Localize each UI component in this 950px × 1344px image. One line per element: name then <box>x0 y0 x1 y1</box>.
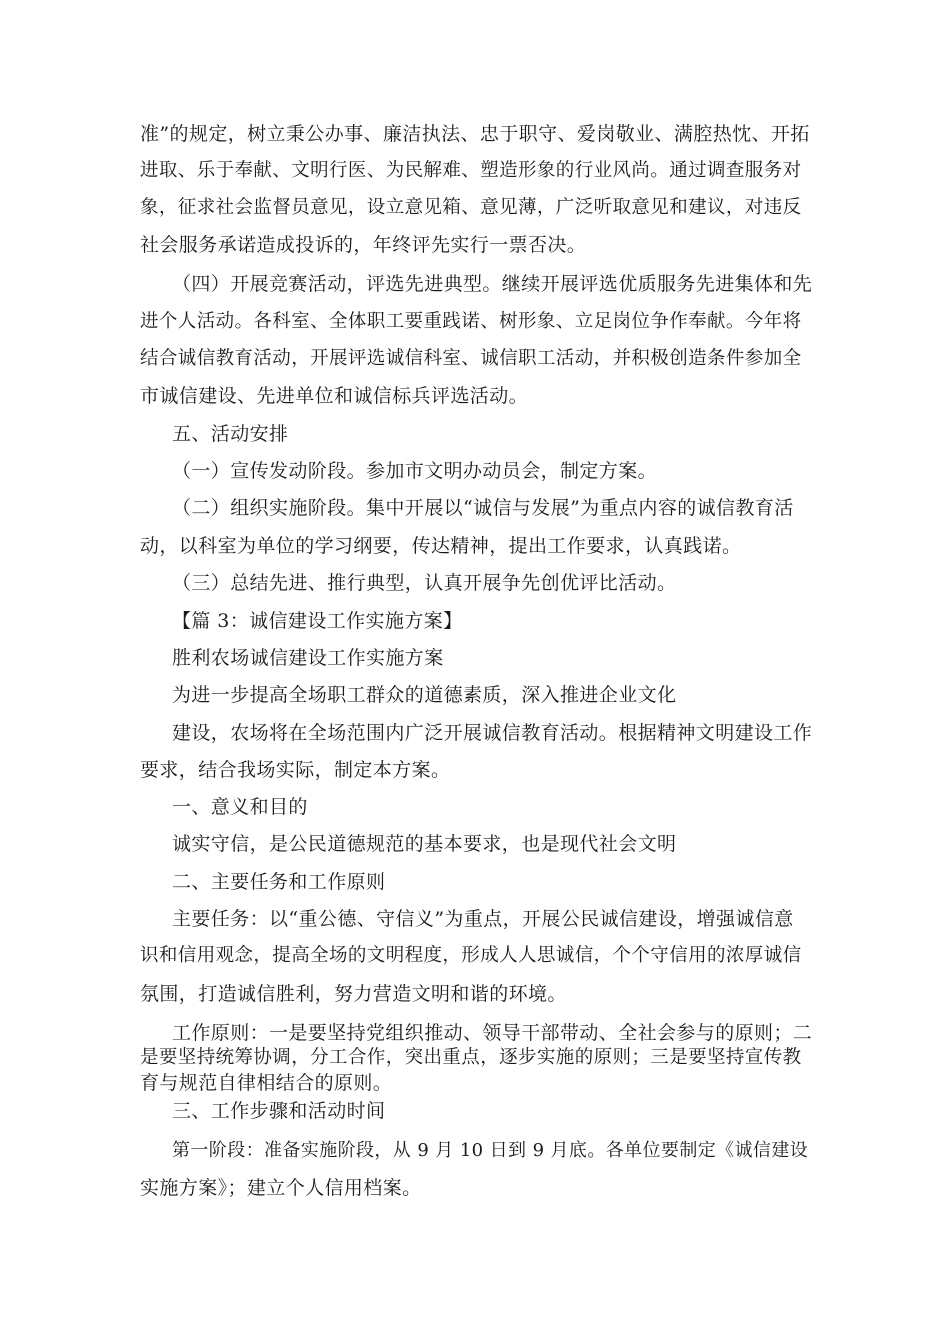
paragraph-line: 诚实守信，是公民道德规范的基本要求，也是现代社会文明 <box>172 833 677 855</box>
paragraph-line: 主要任务：以“重公德、守信义”为重点，开展公民诚信建设，增强诚信意 <box>172 908 794 930</box>
paragraph-line: 准”的规定，树立秉公办事、廉洁执法、忠于职守、爱岗敬业、满腔热忱、开拓 <box>140 123 810 145</box>
paragraph-line: 社会服务承诺造成投诉的，年终评先实行一票否决。 <box>140 234 587 256</box>
paragraph-line: 第一阶段：准备实施阶段，从 9 月 10 日到 9 月底。各单位要制定《诚信建设 <box>172 1140 809 1161</box>
paragraph-line: 结合诚信教育活动，开展评选诚信科室、诚信职工活动，并积极创造条件参加全 <box>140 348 802 369</box>
paragraph-line: 识和信用观念，提高全场的文明程度，形成人人思诚信，个个守信用的浓厚诚信 <box>140 945 802 966</box>
paragraph-line: 动，以科室为单位的学习纲要，传达精神，提出工作要求，认真践诺。 <box>140 535 742 557</box>
document-title: 胜利农场诚信建设工作实施方案 <box>172 647 444 669</box>
paragraph-line: 市诚信建设、先进单位和诚信标兵评选活动。 <box>140 385 529 407</box>
paragraph-line: 实施方案》；建立个人信用档案。 <box>140 1177 422 1199</box>
paragraph-line: （四）开展竞赛活动，评选先进典型。继续开展评选优质服务先进集体和先 <box>172 273 813 295</box>
section-heading: 五、活动安排 <box>172 423 289 445</box>
section-heading: 一、意义和目的 <box>172 796 308 818</box>
paragraph-line: 要求，结合我场实际，制定本方案。 <box>140 759 451 781</box>
paragraph-line: 进个人活动。各科室、全体职工要重践诺、树形象、立足岗位争作奉献。今年将 <box>140 311 802 332</box>
section-heading: 二、主要任务和工作原则 <box>172 871 386 893</box>
paragraph-line: 是要坚持统筹协调，分工合作，突出重点，逐步实施的原则；三是要坚持宣传教 <box>140 1047 802 1068</box>
paragraph-line: 象，征求社会监督员意见，设立意见箱、意见薄，广泛听取意见和建议，对违反 <box>140 197 802 218</box>
paragraph-line: （三）总结先进、推行典型，认真开展争先创优评比活动。 <box>172 572 677 594</box>
paragraph-line: 工作原则：一是要坚持党组织推动、领导干部带动、全社会参与的原则；二 <box>172 1022 813 1044</box>
paragraph-line: （二）组织实施阶段。集中开展以“诚信与发展”为重点内容的诚信教育活 <box>172 497 794 519</box>
paragraph-line: 育与规范自律相结合的原则。 <box>140 1072 393 1094</box>
paragraph-line: 氛围，打造诚信胜利，努力营造文明和谐的环境。 <box>140 983 567 1005</box>
paragraph-line: （一）宣传发动阶段。参加市文明办动员会，制定方案。 <box>172 460 658 482</box>
paragraph-line: 建设，农场将在全场范围内广泛开展诚信教育活动。根据精神文明建设工作 <box>172 722 813 744</box>
paragraph-line: 为进一步提高全场职工群众的道德素质，深入推进企业文化 <box>172 684 677 706</box>
article-heading: 【篇 3：诚信建设工作实施方案】 <box>172 610 463 632</box>
paragraph-line: 进取、乐于奉献、文明行医、为民解难、塑造形象的行业风尚。通过调查服务对 <box>140 160 802 181</box>
section-heading: 三、工作步骤和活动时间 <box>172 1100 386 1122</box>
